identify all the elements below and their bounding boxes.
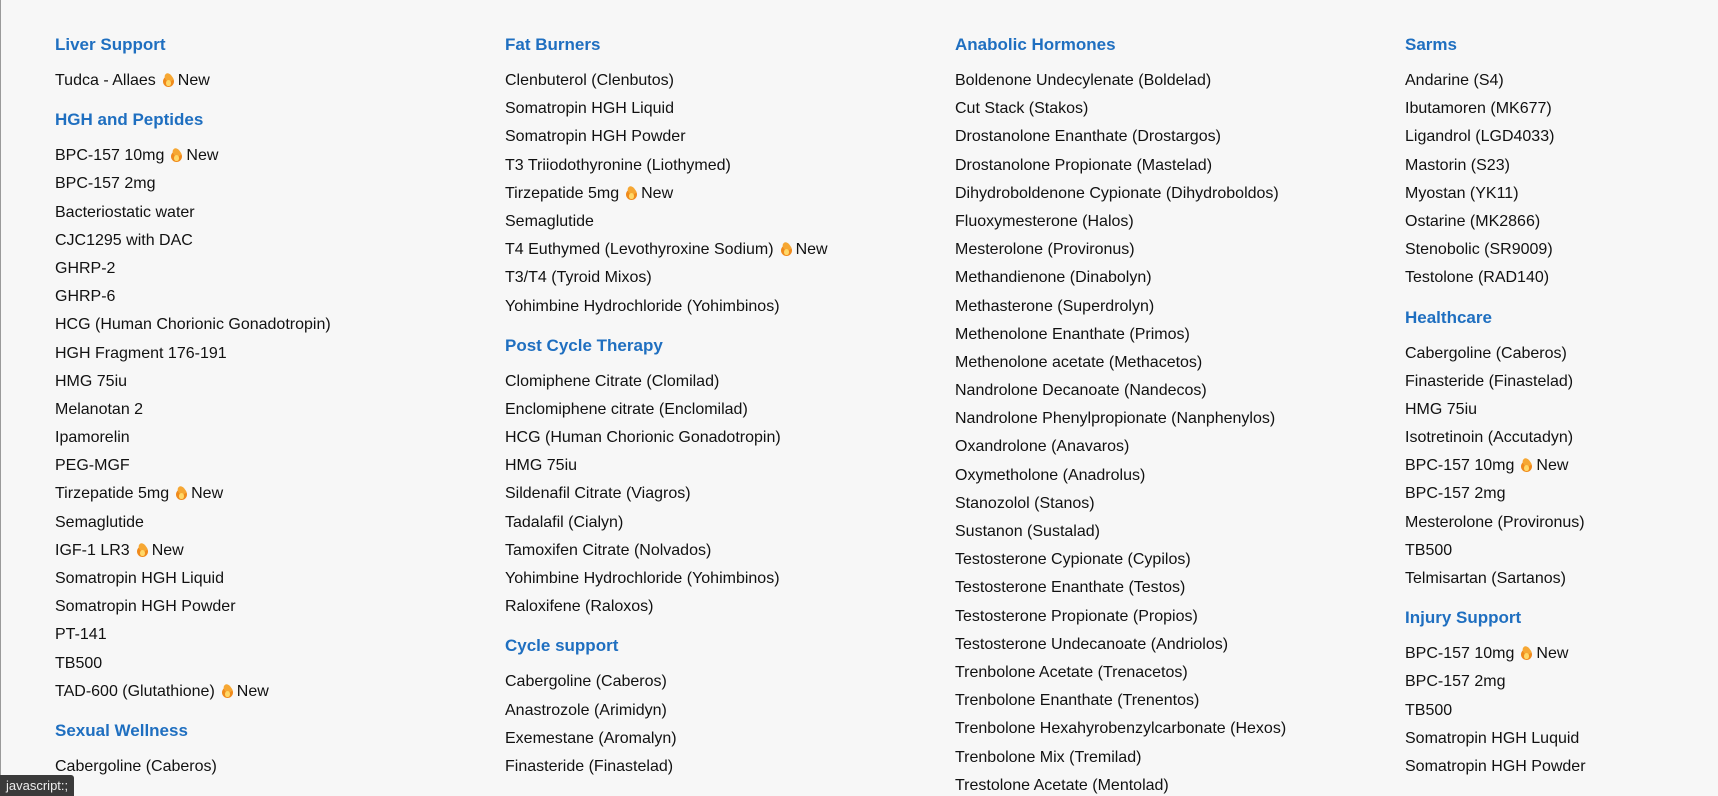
product-label: GHRP-6 xyxy=(55,288,116,306)
category-group xyxy=(1405,306,1718,594)
product-link[interactable] xyxy=(55,227,475,255)
product-label: Telmisartan (Sartanos) xyxy=(1405,570,1566,587)
product-link[interactable] xyxy=(505,123,925,151)
product-link[interactable] xyxy=(55,753,475,781)
category-title-link[interactable]: Post Cycle Therapy xyxy=(505,335,663,355)
product-label: Testolone (RAD140) xyxy=(1405,269,1550,287)
product-label: Stenobolic (SR9009) xyxy=(1405,241,1553,259)
product-label: Oxymetholone (Anadrolus) xyxy=(955,466,1146,484)
product-link[interactable] xyxy=(955,67,1375,95)
product-link[interactable] xyxy=(1405,340,1718,368)
product-label: Sildenafil Citrate (Viagros) xyxy=(505,485,691,503)
category-group xyxy=(505,334,925,622)
product-label: Somatropin HGH Powder xyxy=(1405,757,1586,775)
product-label: Isotretinoin (Accutadyn) xyxy=(1405,429,1574,447)
product-link[interactable] xyxy=(1405,264,1718,292)
product-label: Tadalafil (Cialyn) xyxy=(505,513,624,531)
product-link[interactable] xyxy=(505,480,925,508)
browser-status-bar: javascript:; xyxy=(0,775,74,796)
category-group xyxy=(55,33,475,95)
product-label: HMG 75iu xyxy=(55,372,128,390)
product-label: TB500 xyxy=(1405,701,1453,719)
product-label: Ligandrol (LGD4033) xyxy=(1405,128,1555,146)
product-label: Cabergoline (Caberos) xyxy=(1405,344,1567,362)
product-link[interactable] xyxy=(55,311,475,339)
product-label: PEG-MGF xyxy=(55,457,130,475)
fire-icon xyxy=(1521,458,1532,472)
product-label: Methasterone (Superdrolyn) xyxy=(955,297,1155,315)
product-link[interactable] xyxy=(1405,152,1718,180)
product-label: Testosterone Enanthate (Testos) xyxy=(955,579,1186,597)
product-link[interactable] xyxy=(1405,668,1718,696)
product-link[interactable] xyxy=(955,546,1375,574)
product-label: CJC1295 with DAC xyxy=(55,231,193,249)
new-badge: New xyxy=(641,184,674,202)
product-label: BPC-157 10mg xyxy=(1405,645,1515,663)
product-link[interactable] xyxy=(955,152,1375,180)
product-label: T3/T4 (Tyroid Mixos) xyxy=(505,269,652,287)
product-link[interactable] xyxy=(55,537,475,565)
fire-icon xyxy=(1521,646,1532,660)
product-link[interactable] xyxy=(1405,396,1718,424)
product-link[interactable] xyxy=(955,293,1375,321)
category-title-link[interactable]: Sexual Wellness xyxy=(55,720,188,740)
product-link[interactable] xyxy=(1405,640,1718,668)
product-link[interactable] xyxy=(955,687,1375,715)
product-label: Finasteride (Finastelad) xyxy=(1405,372,1574,390)
product-link[interactable] xyxy=(1405,753,1718,781)
product-label: Drostanolone Enanthate (Drostargos) xyxy=(955,128,1221,146)
category-item-list xyxy=(505,67,925,321)
product-link[interactable] xyxy=(955,490,1375,518)
product-link[interactable] xyxy=(55,67,475,95)
product-label: Enclomiphene citrate (Enclomilad) xyxy=(505,400,748,418)
product-link[interactable] xyxy=(505,396,925,424)
product-label: BPC-157 2mg xyxy=(55,175,156,193)
product-link[interactable] xyxy=(1405,95,1718,123)
new-badge: New xyxy=(191,485,224,503)
product-label: Testosterone Undecanoate (Andriolos) xyxy=(955,635,1229,653)
product-label: TAD-600 (Glutathione) xyxy=(55,682,215,700)
product-link[interactable] xyxy=(505,537,925,565)
product-label: Cabergoline (Caberos) xyxy=(505,673,667,691)
product-link[interactable] xyxy=(55,340,475,368)
product-link[interactable] xyxy=(505,725,925,753)
product-label: Mesterolone (Provironus) xyxy=(955,241,1135,259)
product-label: Bacteriostatic water xyxy=(55,203,195,221)
product-link[interactable] xyxy=(55,424,475,452)
product-label: Finasteride (Finastelad) xyxy=(505,757,674,775)
product-label: Fluoxymesterone (Halos) xyxy=(955,212,1134,230)
category-title-link[interactable]: Sarms xyxy=(1405,35,1457,54)
category-title-link[interactable]: Fat Burners xyxy=(505,35,601,54)
fire-icon-core xyxy=(179,493,184,499)
menu-column-2 xyxy=(505,33,925,794)
category-group xyxy=(55,719,475,781)
category-item-list xyxy=(55,753,475,781)
product-link[interactable] xyxy=(955,264,1375,292)
product-label: Trenbolone Acetate (Trenacetos) xyxy=(955,663,1188,681)
product-link[interactable] xyxy=(1405,697,1718,725)
category-group xyxy=(55,108,475,706)
product-label: Testosterone Cypionate (Cypilos) xyxy=(955,551,1191,569)
category-group xyxy=(955,33,1375,796)
product-link[interactable] xyxy=(505,565,925,593)
product-link[interactable] xyxy=(955,349,1375,377)
product-label: Semaglutide xyxy=(55,513,144,531)
product-label: TB500 xyxy=(55,654,103,672)
product-label: Ibutamoren (MK677) xyxy=(1405,100,1552,118)
product-label: Melanotan 2 xyxy=(55,400,144,418)
product-link[interactable] xyxy=(1405,424,1718,452)
product-label: HCG (Human Chorionic Gonadotropin) xyxy=(505,429,781,447)
product-link[interactable] xyxy=(55,283,475,311)
product-label: Anastrozole (Arimidyn) xyxy=(505,701,667,719)
product-link[interactable] xyxy=(955,659,1375,687)
category-group xyxy=(1405,33,1718,293)
product-link[interactable] xyxy=(505,208,925,236)
product-label: HMG 75iu xyxy=(1405,400,1478,418)
product-label: Raloxifene (Raloxos) xyxy=(505,598,654,616)
fire-icon-core xyxy=(140,550,145,556)
product-label: Trestolone Acetate (Mentolad) xyxy=(955,776,1169,794)
product-label: Trenbolone Hexahyrobenzylcarbonate (Hexos) xyxy=(955,720,1287,738)
new-badge: New xyxy=(1536,457,1569,475)
product-link[interactable] xyxy=(1405,452,1718,480)
product-link[interactable] xyxy=(505,697,925,725)
product-link[interactable] xyxy=(1405,236,1718,264)
category-title-link[interactable]: Injury Support xyxy=(1405,608,1522,628)
product-link[interactable] xyxy=(55,593,475,621)
product-link[interactable] xyxy=(55,650,475,678)
product-label: HGH Fragment 176-191 xyxy=(55,344,227,362)
left-border xyxy=(0,0,1,796)
fire-icon-core xyxy=(225,691,230,697)
product-label: Andarine (S4) xyxy=(1405,72,1504,89)
product-label: Mastorin (S23) xyxy=(1405,156,1510,174)
product-link[interactable] xyxy=(955,518,1375,546)
product-label: Drostanolone Propionate (Mastelad) xyxy=(955,156,1213,174)
product-label: Exemestane (Aromalyn) xyxy=(505,729,677,747)
fire-icon xyxy=(222,684,233,698)
product-link[interactable] xyxy=(55,621,475,649)
product-label: T4 Euthymed (Levothyroxine Sodium) xyxy=(505,241,774,259)
product-link[interactable] xyxy=(1405,537,1718,565)
product-label: GHRP-2 xyxy=(55,259,116,277)
product-link[interactable] xyxy=(955,433,1375,461)
product-label: Tamoxifen Citrate (Nolvados) xyxy=(505,541,712,559)
menu-column-4 xyxy=(1405,33,1718,794)
category-title-link[interactable]: HGH and Peptides xyxy=(55,110,204,130)
product-link[interactable] xyxy=(55,452,475,480)
product-label: Methenolone Enanthate (Primos) xyxy=(955,325,1190,343)
category-group xyxy=(505,634,925,781)
product-link[interactable] xyxy=(955,574,1375,602)
product-label: Tirzepatide 5mg xyxy=(505,184,620,202)
fire-icon-core xyxy=(784,249,789,255)
product-link[interactable] xyxy=(505,95,925,123)
menu-column-1 xyxy=(55,33,475,794)
product-link[interactable] xyxy=(955,405,1375,433)
product-label: Cut Stack (Stakos) xyxy=(955,100,1089,118)
category-item-list xyxy=(1405,640,1718,781)
product-link[interactable] xyxy=(1405,480,1718,508)
product-link[interactable] xyxy=(55,368,475,396)
category-item-list xyxy=(505,668,925,781)
product-label: Tirzepatide 5mg xyxy=(55,485,170,503)
new-badge: New xyxy=(177,72,210,89)
product-label: Trenbolone Enanthate (Trenentos) xyxy=(955,692,1200,710)
product-link[interactable] xyxy=(955,772,1375,796)
fire-icon-core xyxy=(629,193,634,199)
category-title-link[interactable]: Cycle support xyxy=(505,636,619,656)
product-label: Trenbolone Mix (Tremilad) xyxy=(955,748,1142,766)
fire-icon-core xyxy=(1524,465,1529,471)
product-link[interactable] xyxy=(955,603,1375,631)
product-label: Clenbuterol (Clenbutos) xyxy=(505,72,674,89)
product-link[interactable] xyxy=(955,631,1375,659)
product-label: Testosterone Propionate (Propios) xyxy=(955,607,1198,625)
product-label: Yohimbine Hydrochloride (Yohimbinos) xyxy=(505,297,780,315)
product-link[interactable] xyxy=(55,199,475,227)
category-title-link[interactable]: Healthcare xyxy=(1405,307,1492,327)
product-label: Somatropin HGH Liquid xyxy=(55,570,224,587)
product-label: T3 Triiodothyronine (Liothymed) xyxy=(505,156,731,174)
product-link[interactable] xyxy=(955,208,1375,236)
product-label: Ostarine (MK2866) xyxy=(1405,212,1541,230)
product-link[interactable] xyxy=(1405,123,1718,151)
product-label: Tudca - Allaes xyxy=(55,72,156,89)
product-link[interactable] xyxy=(955,95,1375,123)
product-link[interactable] xyxy=(1405,725,1718,753)
product-link[interactable] xyxy=(505,264,925,292)
product-label: BPC-157 10mg xyxy=(1405,457,1515,475)
category-title-link[interactable]: Liver Support xyxy=(55,35,166,54)
product-link[interactable] xyxy=(55,509,475,537)
category-item-list xyxy=(505,368,925,622)
product-label: Nandrolone Phenylpropionate (Nanphenylos) xyxy=(955,410,1276,428)
product-label: Myostan (YK11) xyxy=(1405,184,1519,202)
product-link[interactable] xyxy=(955,377,1375,405)
product-label: Yohimbine Hydrochloride (Yohimbinos) xyxy=(505,570,780,587)
product-label: HMG 75iu xyxy=(505,457,578,475)
product-link[interactable] xyxy=(505,236,925,264)
category-item-list xyxy=(55,67,475,95)
fire-icon-core xyxy=(174,155,179,161)
product-link[interactable] xyxy=(1405,208,1718,236)
product-label: Clomiphene Citrate (Clomilad) xyxy=(505,372,720,390)
fire-icon-core xyxy=(166,80,171,86)
product-label: Methenolone acetate (Methacetos) xyxy=(955,353,1203,371)
product-label: Stanozolol (Stanos) xyxy=(955,494,1095,512)
fire-icon xyxy=(137,543,148,557)
product-link[interactable] xyxy=(955,321,1375,349)
product-link[interactable] xyxy=(55,480,475,508)
product-link[interactable] xyxy=(505,67,925,95)
category-item-list xyxy=(55,142,475,706)
product-link[interactable] xyxy=(505,593,925,621)
new-badge: New xyxy=(795,241,828,259)
product-link[interactable] xyxy=(955,236,1375,264)
product-link[interactable] xyxy=(505,424,925,452)
product-label: PT-141 xyxy=(55,626,107,644)
product-label: Dihydroboldenone Cypionate (Dihydroboldos) xyxy=(955,184,1279,202)
product-label: Mesterolone (Provironus) xyxy=(1405,513,1585,531)
product-link[interactable] xyxy=(505,668,925,696)
product-link[interactable] xyxy=(55,170,475,198)
product-link[interactable] xyxy=(955,715,1375,743)
product-label: Methandienone (Dinabolyn) xyxy=(955,269,1152,287)
product-label: Somatropin HGH Liquid xyxy=(505,100,674,118)
product-label: Somatropin HGH Powder xyxy=(505,128,686,146)
product-label: BPC-157 2mg xyxy=(1405,485,1506,503)
product-link[interactable] xyxy=(1405,509,1718,537)
product-link[interactable] xyxy=(1405,180,1718,208)
fire-icon-core xyxy=(1524,653,1529,659)
product-label: Somatropin HGH Luquid xyxy=(1405,729,1580,747)
product-label: Somatropin HGH Powder xyxy=(55,598,236,616)
product-label: Nandrolone Decanoate (Nandecos) xyxy=(955,382,1207,400)
product-link[interactable] xyxy=(1405,368,1718,396)
product-label: Cabergoline (Caberos) xyxy=(55,757,217,775)
product-link[interactable] xyxy=(55,255,475,283)
product-label: BPC-157 10mg xyxy=(55,147,165,165)
product-link[interactable] xyxy=(955,123,1375,151)
new-badge: New xyxy=(236,682,269,700)
product-label: Oxandrolone (Anavaros) xyxy=(955,438,1130,456)
product-link[interactable] xyxy=(955,744,1375,772)
product-label: TB500 xyxy=(1405,541,1453,559)
product-link[interactable] xyxy=(955,462,1375,490)
product-link[interactable] xyxy=(505,293,925,321)
product-link[interactable] xyxy=(505,368,925,396)
product-link[interactable] xyxy=(505,452,925,480)
product-label: Boldenone Undecylenate (Boldelad) xyxy=(955,72,1212,89)
category-item-list xyxy=(1405,340,1718,594)
new-badge: New xyxy=(186,147,219,165)
product-label: IGF-1 LR3 xyxy=(55,541,130,559)
fire-icon xyxy=(626,186,637,200)
product-link[interactable] xyxy=(505,753,925,781)
fire-icon xyxy=(781,242,792,256)
product-link[interactable] xyxy=(55,678,475,706)
product-label: HCG (Human Chorionic Gonadotropin) xyxy=(55,316,331,334)
product-label: Ipamorelin xyxy=(55,429,130,447)
menu-column-3 xyxy=(955,33,1375,796)
new-badge: New xyxy=(1536,645,1569,663)
product-link[interactable] xyxy=(505,509,925,537)
product-link[interactable] xyxy=(55,396,475,424)
product-link[interactable] xyxy=(505,152,925,180)
fire-icon xyxy=(163,73,174,87)
fire-icon xyxy=(171,148,182,162)
product-link[interactable] xyxy=(505,180,925,208)
category-group xyxy=(1405,606,1718,781)
product-link[interactable] xyxy=(55,565,475,593)
product-link[interactable] xyxy=(955,180,1375,208)
category-group xyxy=(505,33,925,321)
product-label: Sustanon (Sustalad) xyxy=(955,523,1100,540)
category-item-list xyxy=(955,67,1375,796)
category-item-list xyxy=(1405,67,1718,293)
category-title-link[interactable]: Anabolic Hormones xyxy=(955,35,1116,54)
product-link[interactable] xyxy=(55,142,475,170)
product-label: BPC-157 2mg xyxy=(1405,673,1506,691)
product-label: Semaglutide xyxy=(505,212,594,230)
fire-icon xyxy=(176,486,187,500)
product-link[interactable] xyxy=(1405,67,1718,95)
new-badge: New xyxy=(151,541,184,559)
product-link[interactable] xyxy=(1405,565,1718,593)
